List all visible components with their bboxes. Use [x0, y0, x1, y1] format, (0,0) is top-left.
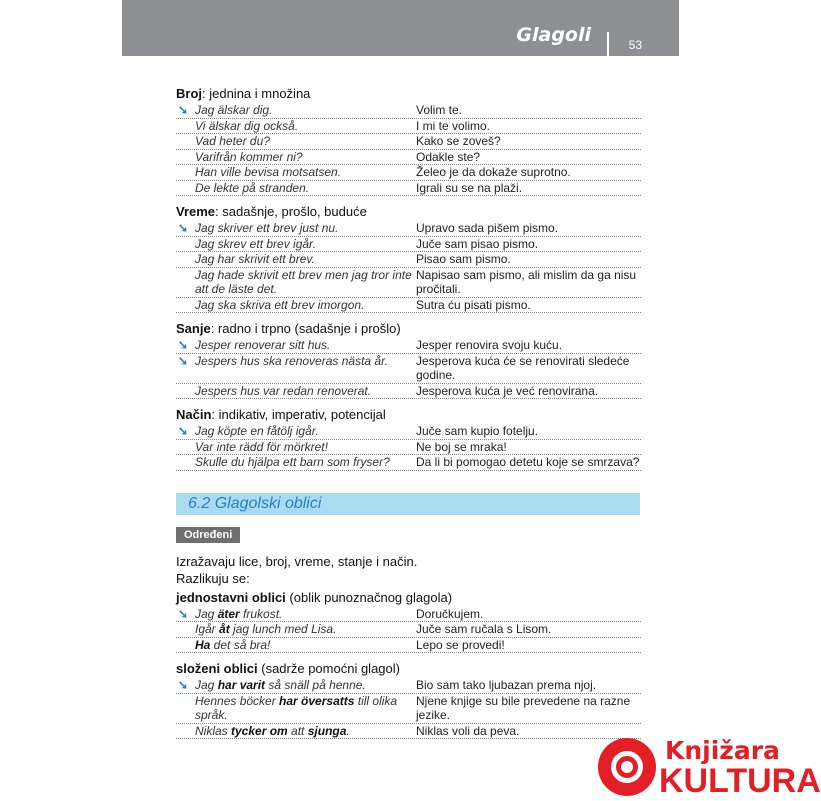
example-row: Han ville bevisa motsatsen. Želeo je da dokaže suprotno.: [176, 165, 641, 181]
store-logo: [598, 734, 821, 800]
section-heading-vreme: Vreme: sadašnje, prošlo, buduće: [176, 204, 367, 219]
example-row: ➘ Jag skriver ett brev just nu. Upravo sada pišem pismo.: [176, 221, 641, 237]
example-row: Vad heter du? Kako se zoveš?: [176, 134, 641, 150]
page-number: 53: [628, 38, 642, 52]
example-row: ➘ Jesper renoverar sitt hus. Jesper renovira svoju kuću.: [176, 338, 641, 354]
example-row: Jag ska skriva ett brev imorgon. Sutra ću pisati pismo.: [176, 298, 641, 314]
page-header: [122, 0, 679, 56]
section-heading-nacin: Način: indikativ, imperativ, potencijal: [176, 407, 386, 422]
example-row: Ha det så bra! Lepo se provedi!: [176, 638, 641, 654]
arrow-down-right-icon: ➘: [178, 103, 189, 117]
subheading-simple-forms: jednostavni oblici (oblik punoznačnog glagola): [176, 589, 453, 605]
example-row: Jag skrev ett brev igår. Juče sam pisao pismo.: [176, 237, 641, 253]
arrow-down-right-icon: ➘: [178, 221, 189, 235]
example-row: Vi älskar dig också. I mi te volimo.: [176, 119, 641, 135]
page-content: [176, 86, 641, 739]
example-row: Var inte rädd för mörkret! Ne boj se mraka!: [176, 440, 641, 456]
logo-circle-icon: [598, 738, 656, 796]
section-heading-broj: Broj: jednina i množina: [176, 86, 311, 101]
arrow-down-right-icon: ➘: [178, 353, 189, 368]
example-row: ➘ Jag äter frukost. Doručkujem.: [176, 607, 641, 623]
example-row: Niklas tycker om att sjunga. Niklas voli da peva.: [176, 724, 641, 740]
example-row: ➘ Jag har varit så snäll på henne. Bio sam tako ljubazan prema njoj.: [176, 678, 641, 694]
subheading-compound-forms: složeni oblici (sadrže pomoćni glagol): [176, 661, 400, 676]
logo-line-1: Knjižara: [665, 736, 780, 765]
header-divider: [607, 32, 609, 56]
example-row: Skulle du hjälpa ett barn som fryser? Da li bi pomogao detetu koje se smrzava?: [176, 455, 641, 471]
example-row: Jespers hus var redan renoverat. Jesperova kuća je već renovirana.: [176, 384, 641, 400]
example-row: ➘ Jag älskar dig. Volim te.: [176, 103, 641, 119]
arrow-down-right-icon: ➘: [178, 678, 189, 692]
chapter-title: Glagoli: [516, 24, 591, 46]
arrow-down-right-icon: ➘: [178, 424, 189, 438]
example-row: Igår åt jag lunch med Lisa. Juče sam ručala s Lisom.: [176, 622, 641, 638]
intro-text: Razlikuju se:: [176, 570, 250, 586]
arrow-down-right-icon: ➘: [178, 338, 189, 352]
section-heading-stanje: Sanje: radno i trpno (sadašnje i prošlo): [176, 321, 401, 336]
intro-text: Izražavaju lice, broj, vreme, stanje i način.: [176, 553, 418, 569]
arrow-down-right-icon: ➘: [178, 606, 189, 621]
section-title-band: 6.2 Glagolski oblici: [176, 493, 640, 515]
category-tag: Određeni: [176, 527, 240, 543]
example-row: Varifrån kommer ni? Odakle ste?: [176, 150, 641, 166]
example-row: Jag hade skrivit ett brev men jag tror inte att de läste det. Napisao sam pismo, ali mislim da ga nisu pročitali.: [176, 268, 641, 298]
example-row: ➘ Jag köpte en fåtölj igår. Juče sam kupio fotelju.: [176, 424, 641, 440]
example-row: Jag har skrivit ett brev. Pisao sam pismo.: [176, 252, 641, 268]
logo-line-2: KULTURA: [659, 762, 821, 800]
example-row: Hennes böcker har översatts till olika språk. Njene knjige su bile prevedene na razne jezike.: [176, 694, 641, 724]
example-row: ➘ Jespers hus ska renoveras nästa år. Jesperova kuća će se renovirati sledeće godine.: [176, 354, 641, 384]
example-row: De lekte på stranden. Igrali su se na plaži.: [176, 181, 641, 197]
